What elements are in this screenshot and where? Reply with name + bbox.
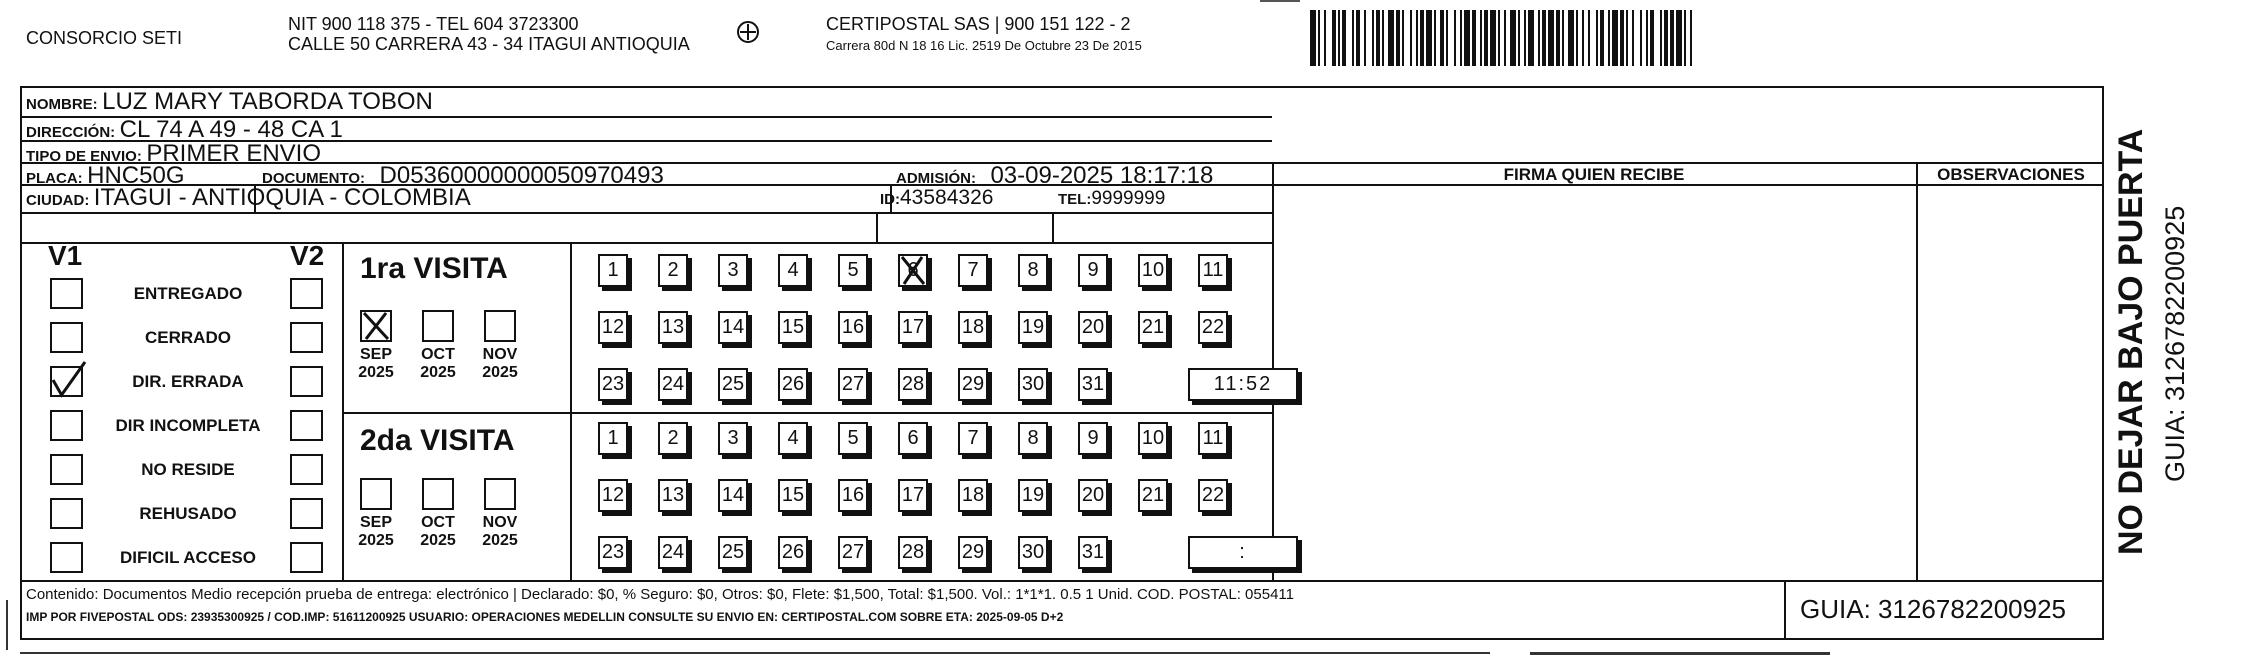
scan-line bbox=[6, 600, 8, 650]
placa-value: HNC50G bbox=[87, 162, 185, 189]
year-label: 2025 bbox=[358, 532, 394, 549]
year-label: 2025 bbox=[482, 532, 518, 549]
day-box[interactable]: 15 bbox=[778, 479, 808, 512]
day-box[interactable]: 25 bbox=[718, 536, 748, 569]
v2-checkbox[interactable] bbox=[290, 322, 323, 353]
company-name: CONSORCIO SETI bbox=[26, 28, 183, 48]
barcode-bar bbox=[1388, 10, 1394, 66]
certipostal-line: CERTIPOSTAL SAS | 900 151 122 - 2 bbox=[826, 14, 1131, 34]
month-checkbox[interactable] bbox=[422, 478, 454, 510]
barcode-bar bbox=[1632, 10, 1634, 66]
ciudad-label: CIUDAD: bbox=[26, 192, 90, 209]
barcode-bar bbox=[1416, 10, 1418, 66]
barcode-bar bbox=[1434, 10, 1436, 66]
barcode-bar bbox=[1410, 10, 1412, 66]
day-box[interactable]: 16 bbox=[838, 311, 868, 344]
day-box[interactable]: 13 bbox=[658, 479, 688, 512]
day-box[interactable]: 19 bbox=[1018, 479, 1048, 512]
day-box[interactable]: 6 bbox=[898, 254, 928, 287]
barcode-bar bbox=[1542, 10, 1546, 66]
v1-checkbox[interactable] bbox=[50, 454, 83, 485]
day-box[interactable]: 18 bbox=[958, 311, 988, 344]
status-label: NO RESIDE bbox=[141, 460, 235, 479]
barcode-bar bbox=[1310, 10, 1316, 66]
v1-checkbox[interactable] bbox=[50, 366, 83, 397]
year-label: 2025 bbox=[420, 532, 456, 549]
barcode-bar bbox=[1524, 10, 1526, 66]
barcode-bar bbox=[1426, 10, 1432, 66]
day-box[interactable]: 20 bbox=[1078, 311, 1108, 344]
barcode-bar bbox=[1562, 10, 1564, 66]
barcode-bar bbox=[1396, 10, 1400, 66]
col-divider bbox=[1916, 162, 1918, 580]
day-box[interactable]: 30 bbox=[1018, 368, 1048, 401]
col-divider bbox=[1784, 580, 1786, 640]
day-box[interactable]: 13 bbox=[658, 311, 688, 344]
time-box[interactable]: 11:52 bbox=[1188, 368, 1298, 401]
certipostal-logo bbox=[722, 14, 774, 64]
id-cell bbox=[880, 186, 993, 210]
barcode-bar bbox=[1620, 10, 1624, 66]
status-label: DIR. ERRADA bbox=[132, 372, 244, 391]
v2-checkbox[interactable] bbox=[290, 410, 323, 441]
day-box[interactable]: 2 bbox=[658, 254, 688, 287]
day-box[interactable]: 21 bbox=[1138, 311, 1168, 344]
barcode-bar bbox=[1420, 10, 1424, 66]
barcode-bar bbox=[1596, 10, 1598, 66]
status-label: ENTREGADO bbox=[133, 284, 243, 303]
firma-header: FIRMA QUIEN RECIBE bbox=[1503, 165, 1685, 184]
day-box[interactable]: 20 bbox=[1078, 479, 1108, 512]
id-value: 43584326 bbox=[900, 186, 994, 209]
barcode-bar bbox=[1538, 10, 1540, 66]
nombre-value: LUZ MARY TABORDA TOBON bbox=[102, 88, 433, 115]
barcode-bar bbox=[1676, 10, 1682, 66]
nombre-label: NOMBRE: bbox=[26, 96, 98, 113]
barcode bbox=[1310, 8, 1930, 70]
status-label: CERRADO bbox=[145, 328, 231, 347]
day-box[interactable]: 10 bbox=[1138, 422, 1168, 455]
day-box[interactable]: 1 bbox=[598, 422, 628, 455]
scan-line bbox=[1530, 652, 1830, 655]
month-label: NOV bbox=[482, 514, 518, 531]
day-box[interactable]: 30 bbox=[1018, 536, 1048, 569]
day-box[interactable]: 7 bbox=[958, 422, 988, 455]
license-line: Carrera 80d N 18 16 Lic. 2519 De Octubre 23 De 2015 bbox=[826, 38, 1142, 53]
barcode-bar bbox=[1338, 10, 1340, 66]
barcode-bar bbox=[1480, 10, 1482, 66]
second-visit-label: 2da VISITA bbox=[360, 424, 515, 457]
col-divider bbox=[876, 212, 878, 242]
v2-checkbox[interactable] bbox=[290, 498, 323, 529]
barcode-bar bbox=[1588, 10, 1590, 66]
day-box[interactable]: 22 bbox=[1198, 311, 1228, 344]
year-label: 2025 bbox=[482, 364, 518, 381]
status-label: DIR INCOMPLETA bbox=[115, 416, 261, 435]
day-box[interactable]: 16 bbox=[838, 479, 868, 512]
direccion-value: CL 74 A 49 - 48 CA 1 bbox=[119, 116, 343, 143]
v2-checkbox[interactable] bbox=[290, 366, 323, 397]
month-label: SEP bbox=[359, 514, 392, 531]
barcode-bar bbox=[1640, 10, 1642, 66]
barcode-bar bbox=[1660, 10, 1662, 66]
barcode-bar bbox=[1464, 10, 1470, 66]
barcode-bar bbox=[1626, 10, 1628, 66]
day-box[interactable]: 7 bbox=[958, 254, 988, 287]
imp-line: IMP POR FIVEPOSTAL ODS: 23935300925 / COD.IMP: 51611200925 USUARIO: OPERACIONES MEDELLIN CONSULTE SU ENVIO EN: CERTIPOSTAL.COM SOBRE ETA: 2025-09-05 D+2 bbox=[26, 610, 1064, 624]
tipo-value: PRIMER ENVIO bbox=[146, 140, 322, 167]
col-divider bbox=[342, 242, 344, 580]
documento-value: D05360000000050970493 bbox=[379, 162, 664, 189]
month-label: NOV bbox=[482, 346, 518, 363]
month-label: SEP bbox=[359, 346, 392, 363]
month-checkbox[interactable] bbox=[360, 478, 392, 510]
v1-checkbox[interactable] bbox=[50, 542, 83, 573]
barcode-bar bbox=[1568, 10, 1574, 66]
v1-header: V1 bbox=[48, 240, 83, 271]
tel-label: TEL: bbox=[1058, 191, 1092, 208]
tel-cell bbox=[1058, 188, 1165, 210]
day-box[interactable]: 5 bbox=[838, 422, 868, 455]
day-box[interactable]: 2 bbox=[658, 422, 688, 455]
barcode-bar bbox=[1576, 10, 1578, 66]
year-label: 2025 bbox=[358, 364, 394, 381]
day-box[interactable]: 14 bbox=[718, 311, 748, 344]
barcode-bar bbox=[1352, 10, 1354, 66]
tel-value: 9999999 bbox=[1091, 188, 1166, 209]
day-box[interactable]: 15 bbox=[778, 311, 808, 344]
barcode-bar bbox=[1518, 10, 1520, 66]
barcode-bar bbox=[1318, 10, 1320, 66]
day-box[interactable]: 23 bbox=[598, 368, 628, 401]
barcode-bar bbox=[1510, 10, 1516, 66]
time-box[interactable]: : bbox=[1188, 536, 1298, 569]
barcode-bar bbox=[1364, 10, 1366, 66]
observaciones-header: OBSERVACIONES bbox=[1937, 165, 2085, 184]
documento-label: DOCUMENTO: bbox=[262, 170, 366, 187]
ciudad-cell bbox=[26, 184, 471, 212]
ciudad-value: ITAGUI - ANTIOQUIA - COLOMBIA bbox=[93, 184, 471, 211]
day-box[interactable]: 6 bbox=[898, 422, 928, 455]
scan-mark bbox=[1260, 0, 1300, 2]
barcode-bar bbox=[1670, 10, 1674, 66]
barcode-bar bbox=[1372, 10, 1374, 66]
day-box[interactable]: 29 bbox=[958, 368, 988, 401]
day-box[interactable]: 27 bbox=[838, 536, 868, 569]
month-label: OCT bbox=[421, 346, 455, 363]
barcode-bar bbox=[1376, 10, 1380, 66]
check-mark-icon bbox=[50, 366, 83, 397]
day-box[interactable]: 23 bbox=[598, 536, 628, 569]
footer-guia: GUIA: 3126782200925 bbox=[1800, 594, 2066, 624]
barcode-bar bbox=[1548, 10, 1554, 66]
scan-line bbox=[20, 652, 1490, 654]
day-box[interactable]: 31 bbox=[1078, 368, 1108, 401]
nit-line: NIT 900 118 375 - TEL 604 3723300 bbox=[288, 14, 579, 34]
month-checkbox[interactable] bbox=[484, 478, 516, 510]
barcode-bar bbox=[1646, 10, 1648, 66]
day-box[interactable]: 8 bbox=[1018, 254, 1048, 287]
barcode-bar bbox=[1650, 10, 1654, 66]
day-box[interactable]: 1 bbox=[598, 254, 628, 287]
barcode-bar bbox=[1454, 10, 1456, 66]
day-box[interactable]: 28 bbox=[898, 368, 928, 401]
day-box[interactable]: 8 bbox=[1018, 422, 1048, 455]
barcode-bar bbox=[1484, 10, 1488, 66]
barcode-bar bbox=[1440, 10, 1444, 66]
admision-value: 03-09-2025 18:17:18 bbox=[990, 162, 1214, 189]
day-box[interactable]: 29 bbox=[958, 536, 988, 569]
day-box[interactable]: 17 bbox=[898, 311, 928, 344]
barcode-bar bbox=[1528, 10, 1534, 66]
direccion-label: DIRECCIÓN: bbox=[26, 124, 116, 141]
v2-checkbox[interactable] bbox=[290, 542, 323, 573]
day-box[interactable]: 10 bbox=[1138, 254, 1168, 287]
month-checkbox[interactable] bbox=[422, 310, 454, 342]
address-line: CALLE 50 CARRERA 43 - 34 ITAGUI ANTIOQUIA bbox=[288, 34, 690, 54]
day-box[interactable]: 5 bbox=[838, 254, 868, 287]
v2-checkbox[interactable] bbox=[290, 454, 323, 485]
barcode-bar bbox=[1556, 10, 1560, 66]
v2-header: V2 bbox=[290, 240, 325, 271]
day-box[interactable]: 9 bbox=[1078, 422, 1108, 455]
barcode-bar bbox=[1490, 10, 1496, 66]
day-box[interactable]: 28 bbox=[898, 536, 928, 569]
barcode-bar bbox=[1600, 10, 1604, 66]
visit-divider bbox=[342, 412, 1272, 414]
barcode-bar bbox=[1324, 10, 1326, 66]
row-divider bbox=[20, 580, 2104, 582]
row-divider bbox=[20, 212, 1272, 214]
col-divider bbox=[570, 242, 572, 580]
barcode-bar bbox=[1472, 10, 1476, 66]
barcode-bar bbox=[1612, 10, 1618, 66]
v1-checkbox[interactable] bbox=[50, 322, 83, 353]
placa-label: PLACA: bbox=[26, 170, 83, 187]
day-box[interactable]: 19 bbox=[1018, 311, 1048, 344]
first-visit-label: 1ra VISITA bbox=[360, 252, 508, 285]
day-box[interactable]: 24 bbox=[658, 536, 688, 569]
v1-checkbox[interactable] bbox=[50, 498, 83, 529]
day-box[interactable]: 12 bbox=[598, 479, 628, 512]
day-box[interactable]: 17 bbox=[898, 479, 928, 512]
barcode-bar bbox=[1460, 10, 1462, 66]
day-box[interactable]: 4 bbox=[778, 422, 808, 455]
row-divider bbox=[20, 242, 1272, 244]
day-box[interactable]: 24 bbox=[658, 368, 688, 401]
x-mark-icon bbox=[898, 254, 928, 287]
status-label: REHUSADO bbox=[139, 504, 237, 523]
day-box[interactable]: 27 bbox=[838, 368, 868, 401]
day-box[interactable]: 18 bbox=[958, 479, 988, 512]
day-box[interactable]: 26 bbox=[778, 368, 808, 401]
barcode-bar bbox=[1342, 10, 1346, 66]
v1-checkbox[interactable] bbox=[50, 278, 83, 309]
barcode-bar bbox=[1690, 10, 1692, 66]
id-label: ID: bbox=[880, 191, 900, 208]
barcode-bar bbox=[1382, 10, 1384, 66]
day-box[interactable]: 21 bbox=[1138, 479, 1168, 512]
barcode-bar bbox=[1608, 10, 1610, 66]
month-checkbox[interactable] bbox=[484, 310, 516, 342]
year-label: 2025 bbox=[420, 364, 456, 381]
admision-label: ADMISIÓN: bbox=[896, 170, 976, 187]
day-box[interactable]: 26 bbox=[778, 536, 808, 569]
barcode-bar bbox=[1498, 10, 1500, 66]
month-checkbox[interactable] bbox=[360, 310, 392, 342]
side-warning: NO DEJAR BAJO PUERTA bbox=[2112, 128, 2150, 555]
day-box[interactable]: 22 bbox=[1198, 479, 1228, 512]
barcode-bar bbox=[1684, 10, 1686, 66]
side-guia: GUIA: 3126782200925 bbox=[2160, 205, 2190, 482]
day-box[interactable]: 11 bbox=[1198, 254, 1228, 287]
status-label: DIFICIL ACCESO bbox=[119, 548, 256, 567]
v2-checkbox[interactable] bbox=[290, 278, 323, 309]
barcode-bar bbox=[1446, 10, 1448, 66]
day-box[interactable]: 3 bbox=[718, 254, 748, 287]
day-box[interactable]: 25 bbox=[718, 368, 748, 401]
barcode-bar bbox=[1504, 10, 1506, 66]
day-box[interactable]: 11 bbox=[1198, 422, 1228, 455]
barcode-bar bbox=[1582, 10, 1584, 66]
tipo-label: TIPO DE ENVIO: bbox=[26, 148, 142, 165]
barcode-bar bbox=[1332, 10, 1336, 66]
col-divider bbox=[1052, 212, 1054, 242]
barcode-bar bbox=[1356, 10, 1360, 66]
x-mark-icon bbox=[360, 310, 392, 342]
day-box[interactable]: 4 bbox=[778, 254, 808, 287]
day-box[interactable]: 9 bbox=[1078, 254, 1108, 287]
barcode-bar bbox=[1402, 10, 1404, 66]
month-label: OCT bbox=[421, 514, 455, 531]
contenido-line: Contenido: Documentos Medio recepción prueba de entrega: electrónico | Declarado: $0, % Seguro: $0, Otros: $0, Flete: $1,500, Total: $1,500. Vol.: 1*1*1. 0.5 1 Unid. COD. POSTAL: 055411 bbox=[26, 586, 1294, 603]
nombre-row bbox=[26, 88, 433, 116]
day-box[interactable]: 14 bbox=[718, 479, 748, 512]
barcode-bar bbox=[1664, 10, 1668, 66]
day-box[interactable]: 12 bbox=[598, 311, 628, 344]
day-box[interactable]: 3 bbox=[718, 422, 748, 455]
day-box[interactable]: 31 bbox=[1078, 536, 1108, 569]
v1-checkbox[interactable] bbox=[50, 410, 83, 441]
